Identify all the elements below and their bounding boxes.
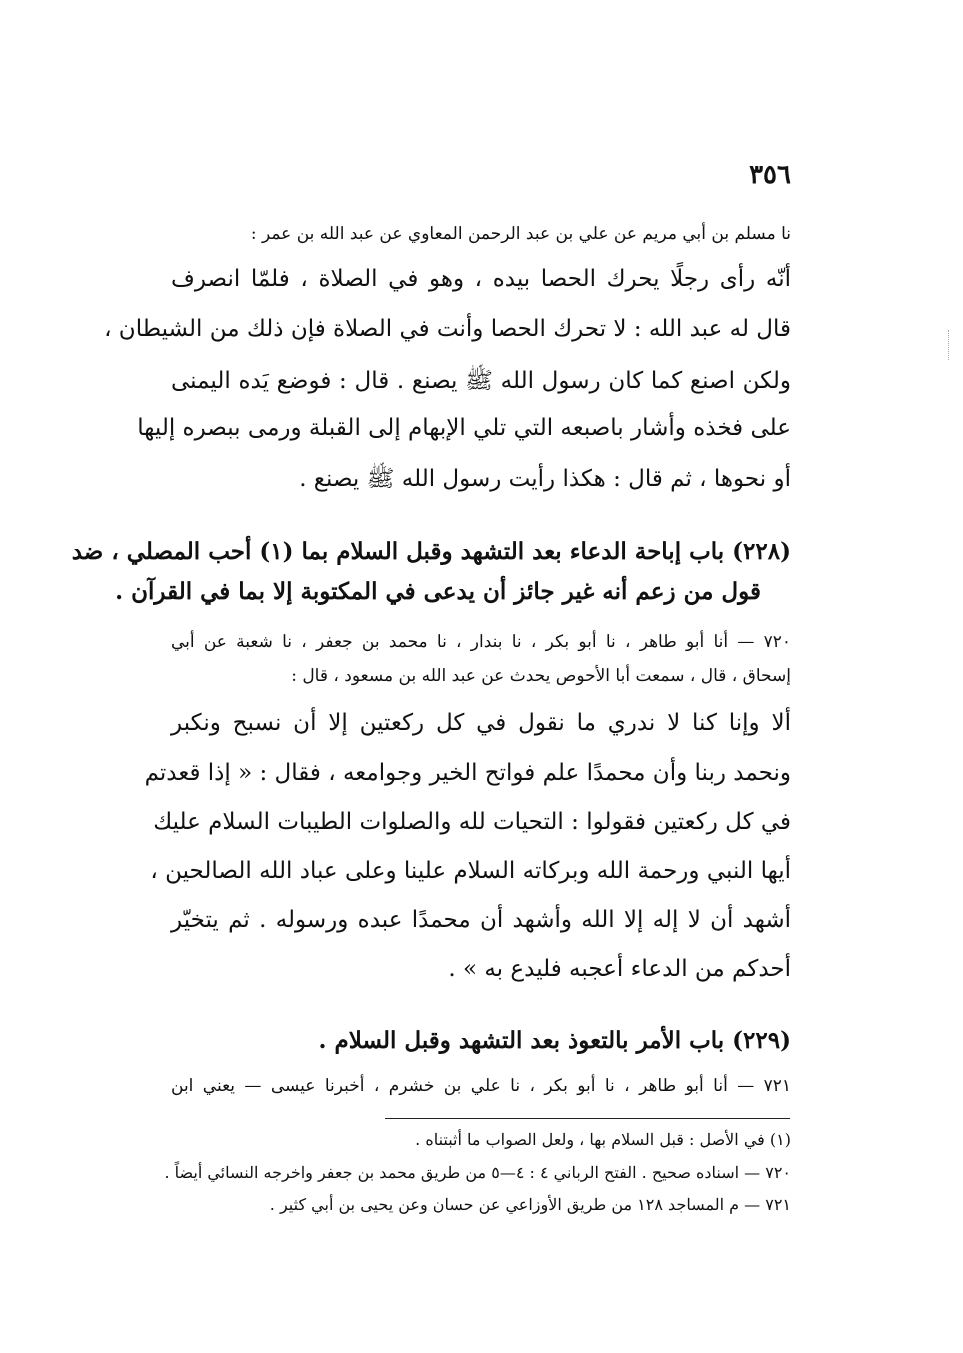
hadith-line: في كل ركعتين فقولوا : التحيات لله والصلوات الطيبات السلام عليك bbox=[153, 809, 791, 835]
hadith-line: على فخذه وأشار باصبعه التي تلي الإبهام إلى القبلة ورمى ببصره إليها bbox=[137, 415, 791, 441]
hadith-line: أشهد أن لا إله إلا الله وأشهد أن محمدًا عبده ورسوله . ثم يتخيّر bbox=[171, 907, 791, 933]
hadith-line: أحدكم من الدعاء أعجبه فليدع به » . bbox=[448, 956, 791, 982]
hadith-line: قال له عبد الله : لا تحرك الحصا وأنت في الصلاة فإن ذلك من الشيطان ، bbox=[104, 316, 791, 342]
isnad-line: نا مسلم بن أبي مريم عن علي بن عبد الرحمن المعاوي عن عبد الله بن عمر : bbox=[250, 224, 791, 244]
chapter-heading-229: (٢٢٩) باب الأمر بالتعوذ بعد التشهد وقبل السلام . bbox=[318, 1027, 791, 1054]
page-number: ٣٥٦ bbox=[749, 160, 791, 190]
footnote: ٧٢٠ — اسناده صحيح . الفتح الرباني ٤ : ٤—٥ من طريق محمد بن جعفر واخرجه النسائي أيضاً . bbox=[164, 1163, 791, 1182]
isnad-720-cont: إسحاق ، قال ، سمعت أبا الأحوص يحدث عن عبد الله بن مسعود ، قال : bbox=[291, 666, 791, 686]
chapter-heading-228: (٢٢٨) باب إباحة الدعاء بعد التشهد وقبل السلام بما (١) أحب المصلي ، ضد bbox=[71, 538, 791, 565]
hadith-line: أنّه رأى رجلًا يحرك الحصا بيده ، وهو في الصلاة ، فلمّا انصرف bbox=[171, 266, 791, 292]
isnad-721: ٧٢١ — أنا أبو طاهر ، نا أبو بكر ، نا علي بن خشرم ، أخبرنا عيسى — يعني ابن bbox=[171, 1076, 791, 1096]
hadith-line: ولكن اصنع كما كان رسول الله ﷺ يصنع . قال : فوضع يَده اليمنى bbox=[171, 368, 791, 394]
hadith-line: أو نحوها ، ثم قال : هكذا رأيت رسول الله ﷺ يصنع . bbox=[299, 466, 791, 492]
chapter-heading-228-cont: قول من زعم أنه غير جائز أن يدعى في المكتوبة إلا بما في القرآن . bbox=[115, 578, 761, 605]
scan-edge-mark bbox=[932, 330, 949, 360]
hadith-line: ألا وإنا كنا لا ندري ما نقول في كل ركعتين إلا أن نسبح ونكبر bbox=[171, 710, 791, 736]
isnad-720: ٧٢٠ — أنا أبو طاهر ، نا أبو بكر ، نا بندار ، نا محمد بن جعفر ، نا شعبة عن أبي bbox=[171, 632, 791, 652]
footnote: ٧٢١ — م المساجد ١٢٨ من طريق الأوزاعي عن حسان وعن يحيى بن أبي كثير . bbox=[269, 1195, 791, 1214]
footnote-separator bbox=[385, 1118, 790, 1119]
hadith-line: ونحمد ربنا وأن محمدًا علم فواتح الخير وجوامعه ، فقال : « إذا قعدتم bbox=[144, 760, 791, 786]
footnote: (١) في الأصل : قبل السلام بها ، ولعل الصواب ما أثبتناه . bbox=[415, 1130, 791, 1149]
hadith-line: أيها النبي ورحمة الله وبركاته السلام علينا وعلى عباد الله الصالحين ، bbox=[150, 858, 791, 884]
